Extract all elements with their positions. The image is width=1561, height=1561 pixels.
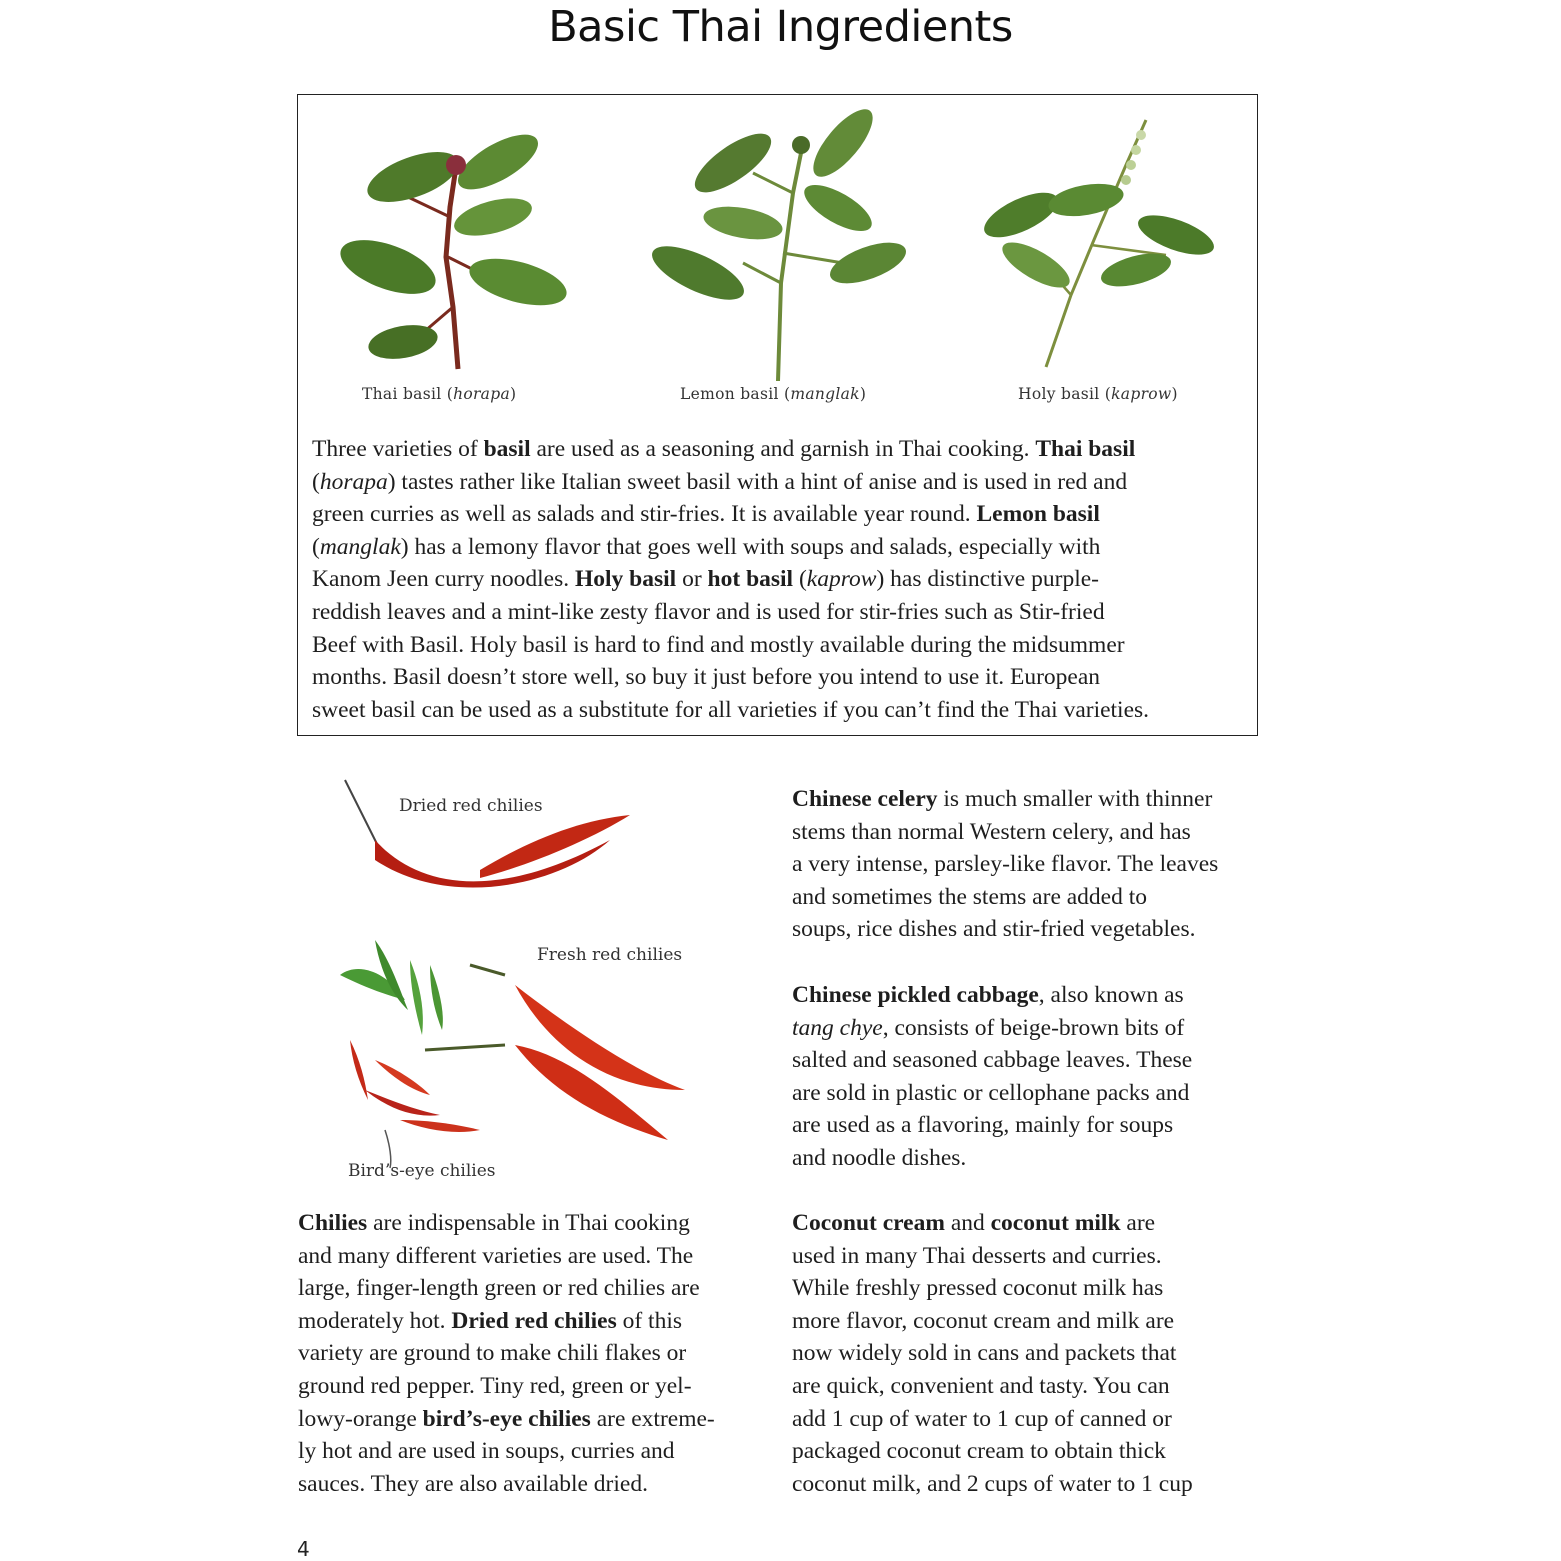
celery-paragraph bbox=[792, 783, 1272, 946]
text-line: packaged coconut cream to obtain thick bbox=[792, 1438, 1166, 1465]
text-line: Beef with Basil. Holy basil is hard to find and mostly available during the midsummer bbox=[312, 631, 1125, 658]
thai-basil-caption: Thai basil (horapa) bbox=[362, 385, 517, 403]
text-line: more flavor, coconut cream and milk are bbox=[792, 1307, 1175, 1334]
text-line: stems than normal Western celery, and has bbox=[792, 818, 1191, 845]
basil-paragraph bbox=[312, 433, 1252, 726]
text-line: Coconut cream and coconut milk are bbox=[792, 1210, 1156, 1236]
text-line: now widely sold in cans and packets that bbox=[792, 1340, 1177, 1367]
text-line: (manglak) has a lemony flavor that goes well with soups and salads, especially with bbox=[312, 533, 1101, 560]
holy-basil-caption: Holy basil (kaprow) bbox=[1018, 385, 1178, 403]
lemon-basil-caption: Lemon basil (manglak) bbox=[680, 385, 867, 403]
chilies-paragraph bbox=[298, 1207, 778, 1500]
page-number: 4 bbox=[297, 1537, 310, 1561]
text-line: Chinese pickled cabbage, also known as bbox=[792, 982, 1184, 1008]
text-line: coconut milk, and 2 cups of water to 1 cup bbox=[792, 1470, 1193, 1497]
text-line: Chinese celery is much smaller with thinner bbox=[792, 786, 1213, 812]
text-line: Chilies are indispensable in Thai cooking bbox=[298, 1210, 690, 1236]
dried-chilies-caption: Dried red chilies bbox=[399, 796, 543, 816]
text-line: ly hot and are used in soups, curries and bbox=[298, 1438, 675, 1465]
text-line: green curries as well as salads and stir-fries. It is available year round. Lemon basil bbox=[312, 501, 1100, 528]
cabbage-paragraph bbox=[792, 979, 1272, 1175]
text-line: lowy-orange bird’s-eye chilies are extreme- bbox=[298, 1405, 715, 1432]
page-title: Basic Thai Ingredients bbox=[548, 2, 1013, 52]
text-line: sweet basil can be used as a substitute for all varieties if you can’t find the Thai varieties. bbox=[312, 696, 1150, 723]
text-line: Kanom Jeen curry noodles. Holy basil or hot basil (kaprow) has distinctive purple- bbox=[312, 566, 1099, 593]
basil-box bbox=[297, 94, 1258, 736]
text-line: moderately hot. Dried red chilies of this bbox=[298, 1307, 682, 1334]
coconut-paragraph bbox=[792, 1207, 1272, 1500]
chilies-image bbox=[330, 770, 710, 1170]
text-line: and sometimes the stems are added to bbox=[792, 883, 1148, 910]
thai-basil-image bbox=[328, 107, 568, 377]
text-line: used in many Thai desserts and curries. bbox=[792, 1242, 1162, 1269]
text-line: are sold in plastic or cellophane packs and bbox=[792, 1079, 1190, 1106]
birdseye-chilies-caption: Bird’s-eye chilies bbox=[348, 1161, 496, 1181]
green-chilies bbox=[340, 940, 443, 1035]
text-line: tang chye, consists of beige-brown bits of bbox=[792, 1014, 1185, 1041]
text-line: (horapa) tastes rather like Italian sweet basil with a hint of anise and is used in red and bbox=[312, 468, 1128, 495]
lemon-basil-image bbox=[643, 103, 913, 383]
fresh-chilies-caption: Fresh red chilies bbox=[537, 945, 683, 965]
fresh-red-chilies bbox=[425, 965, 685, 1140]
holy-basil-image bbox=[976, 105, 1236, 375]
text-line: add 1 cup of water to 1 cup of canned or bbox=[792, 1405, 1172, 1432]
text-line: and many different varieties are used. The bbox=[298, 1242, 694, 1269]
text-line: and noodle dishes. bbox=[792, 1144, 967, 1171]
text-line: large, finger-length green or red chilies are bbox=[298, 1275, 700, 1302]
text-line: While freshly pressed coconut milk has bbox=[792, 1275, 1164, 1302]
text-line: ground red pepper. Tiny red, green or yel- bbox=[298, 1372, 692, 1399]
text-line: are quick, convenient and tasty. You can bbox=[792, 1372, 1170, 1399]
text-line: variety are ground to make chili flakes or bbox=[298, 1340, 687, 1367]
text-line: sauces. They are also available dried. bbox=[298, 1470, 648, 1497]
birdseye-chilies bbox=[350, 1040, 480, 1168]
text-line: Three varieties of basil are used as a seasoning and garnish in Thai cooking. Thai basil bbox=[312, 436, 1136, 462]
text-line: months. Basil doesn’t store well, so buy it just before you intend to use it. European bbox=[312, 664, 1101, 691]
text-line: soups, rice dishes and stir-fried vegetables. bbox=[792, 916, 1196, 943]
text-line: a very intense, parsley-like flavor. The leaves bbox=[792, 851, 1219, 878]
text-line: salted and seasoned cabbage leaves. These bbox=[792, 1047, 1193, 1074]
text-line: reddish leaves and a mint-like zesty flavor and is used for stir-fries such as Stir-fried bbox=[312, 598, 1105, 625]
text-line: are used as a flavoring, mainly for soups bbox=[792, 1112, 1174, 1139]
